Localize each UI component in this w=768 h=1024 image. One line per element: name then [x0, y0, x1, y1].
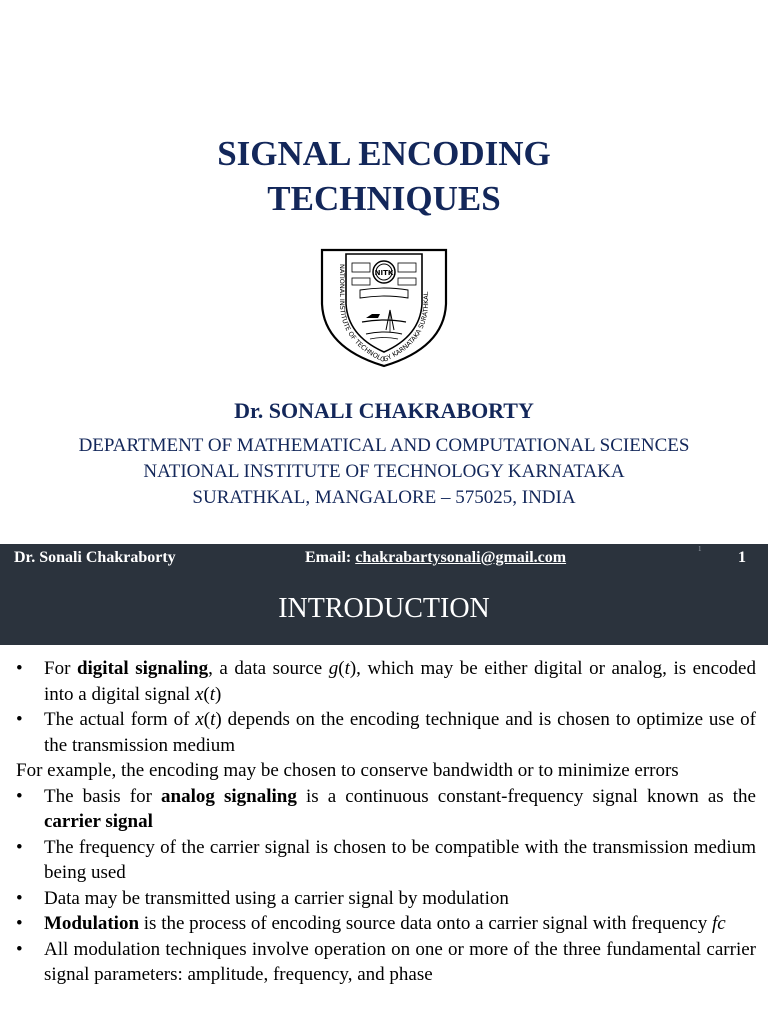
bullet-modulation-transmit: • Data may be transmitted using a carrier signal by modulation	[16, 886, 756, 912]
nitk-crest-icon	[316, 244, 452, 368]
slide-body	[16, 656, 756, 988]
page-number: 1	[738, 549, 746, 566]
footer-email	[305, 549, 566, 567]
bullet-digital-signaling: • For digital signaling, a data source g(t), which may be either digital or analog, is encoded into a digital signal x(t)	[16, 656, 756, 707]
footer-author: Dr. Sonali Chakraborty	[14, 549, 176, 566]
bullet-encoding-form: • The actual form of x(t) depends on the encoding technique and is chosen to optimize use of the transmission medium	[16, 707, 756, 758]
email-link[interactable]: chakrabartysonali@gmail.com	[355, 549, 567, 566]
svg-text:NITK: NITK	[374, 269, 394, 277]
email-label: Email:	[305, 549, 352, 566]
department-line: DEPARTMENT OF MATHEMATICAL AND COMPUTATIONAL SCIENCES	[78, 435, 690, 456]
slide-title-line-2: TECHNIQUES	[267, 179, 501, 218]
example-paragraph: For example, the encoding may be chosen to conserve bandwidth or to minimize errors	[16, 760, 679, 781]
slide-title-line-1: SIGNAL ENCODING	[217, 134, 551, 173]
author-name: Dr. SONALI CHAKRABORTY	[234, 398, 534, 423]
svg-text:NATIONAL INSTITUTE OF TECHNOLO: NATIONAL INSTITUTE OF TECHNOLOGY KARNATAKA SURATHKAL	[337, 264, 431, 364]
small-slide-mark: 1	[698, 545, 702, 553]
bullet-carrier-frequency: • The frequency of the carrier signal is chosen to be compatible with the transmission medium being used	[16, 835, 756, 886]
slide-heading: INTRODUCTION	[278, 593, 490, 624]
institute-line: NATIONAL INSTITUTE OF TECHNOLOGY KARNATAKA	[143, 461, 625, 482]
address-line: SURATHKAL, MANGALORE – 575025, INDIA	[192, 487, 576, 508]
slide-header	[0, 574, 768, 645]
slide-footer	[0, 544, 768, 574]
bullet-modulation-definition: • Modulation is the process of encoding source data onto a carrier signal with frequency fc	[16, 911, 756, 937]
bullet-analog-signaling: • The basis for analog signaling is a continuous constant-frequency signal known as the carrier signal	[16, 784, 756, 835]
bullet-modulation-techniques: • All modulation techniques involve operation on one or more of the three fundamental carrier signal parameters: amplitude, frequency, and phase	[16, 937, 756, 988]
